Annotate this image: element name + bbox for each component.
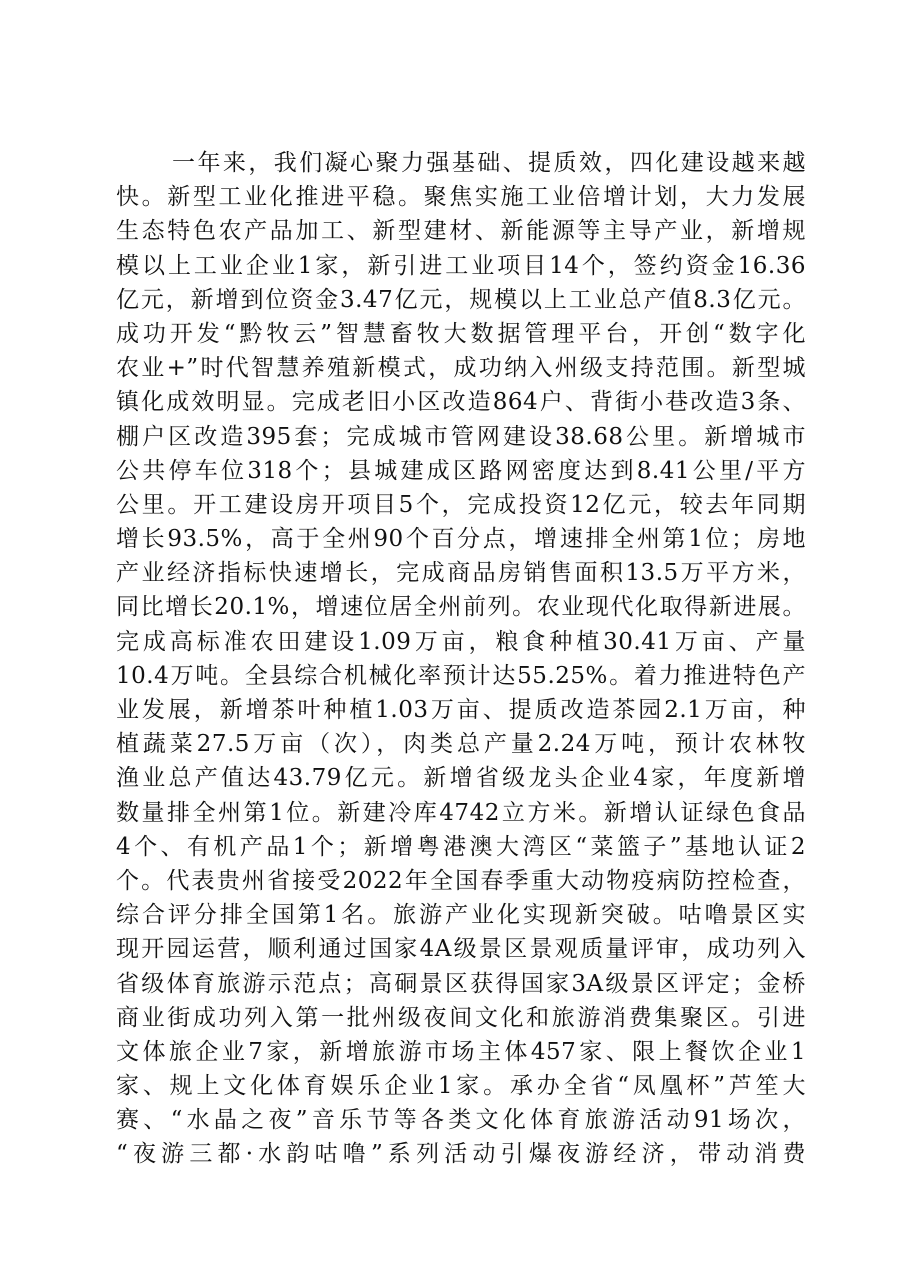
text-line: 商业街成功列入第一批州级夜间文化和旅游消费集聚区。引进 [116, 1004, 806, 1031]
text-line: 镇化成效明显。完成老旧小区改造864户、背街小巷改造3条、 [116, 389, 806, 416]
text-line: 10.4万吨。全县综合机械化率预计达55.25%。着力推进特色产 [116, 662, 806, 689]
text-line: 渔业总产值达43.79亿元。新增省级龙头企业4家，年度新增 [116, 765, 806, 792]
text-line: 一年来，我们凝心聚力强基础、提质效，四化建设越来越 [172, 150, 806, 176]
text-line: 公里。开工建设房开项目5个，完成投资12亿元，较去年同期 [116, 491, 806, 518]
text-line: 公共停车位318个；县城建成区路网密度达到8.41公里/平方 [116, 457, 806, 484]
text-line: 省级体育旅游示范点；高硐景区获得国家3A级景区评定；金桥 [116, 970, 806, 997]
text-line: 文体旅企业7家，新增旅游市场主体457家、限上餐饮企业1 [116, 1038, 806, 1065]
text-line: 同比增长20.1%，增速位居全州前列。农业现代化取得新进展。 [116, 594, 806, 621]
text-line: 4个、有机产品1个；新增粤港澳大湾区“菜篮子”基地认证2 [116, 833, 806, 860]
text-line: 成功开发“黔牧云”智慧畜牧大数据管理平台，开创“数字化 [116, 320, 806, 347]
text-line: 赛、“水晶之夜”音乐节等各类文化体育旅游活动91场次， [116, 1107, 806, 1134]
text-line: 农业+”时代智慧养殖新模式，成功纳入州级支持范围。新型城 [116, 355, 806, 382]
text-line: 生态特色农产品加工、新型建材、新能源等主导产业，新增规 [116, 218, 806, 245]
text-line: 棚户区改造395套；完成城市管网建设38.68公里。新增城市 [116, 423, 806, 450]
body-paragraph [116, 146, 806, 1172]
text-line: 现开园运营，顺利通过国家4A级景区景观质量评审，成功列入 [116, 936, 806, 963]
text-line: 完成高标准农田建设1.09万亩，粮食种植30.41万亩、产量 [116, 628, 806, 655]
text-line: 个。代表贵州省接受2022年全国春季重大动物疫病防控检查， [116, 867, 806, 894]
text-line: 模以上工业企业1家，新引进工业项目14个，签约资金16.36 [116, 252, 806, 279]
text-line: 产业经济指标快速增长，完成商品房销售面积13.5万平方米， [116, 560, 806, 587]
text-line: 快。新型工业化推进平稳。聚焦实施工业倍增计划，大力发展 [116, 184, 806, 211]
text-line: 植蔬菜27.5万亩（次），肉类总产量2.24万吨，预计农林牧 [116, 731, 806, 758]
text-line: 数量排全州第1位。新建冷库4742立方米。新增认证绿色食品 [116, 799, 806, 826]
text-line: “夜游三都·水韵咕噜”系列活动引爆夜游经济，带动消费 [116, 1141, 806, 1168]
text-line: 增长93.5%，高于全州90个百分点，增速排全州第1位；房地 [116, 526, 806, 553]
text-line: 业发展，新增茶叶种植1.03万亩、提质改造茶园2.1万亩，种 [116, 697, 806, 723]
text-line: 亿元，新增到位资金3.47亿元，规模以上工业总产值8.3亿元。 [116, 286, 806, 313]
text-line: 家、规上文化体育娱乐企业1家。承办全省“凤凰杯”芦笙大 [116, 1073, 806, 1100]
text-line: 综合评分排全国第1名。旅游产业化实现新突破。咕噜景区实 [116, 902, 806, 929]
